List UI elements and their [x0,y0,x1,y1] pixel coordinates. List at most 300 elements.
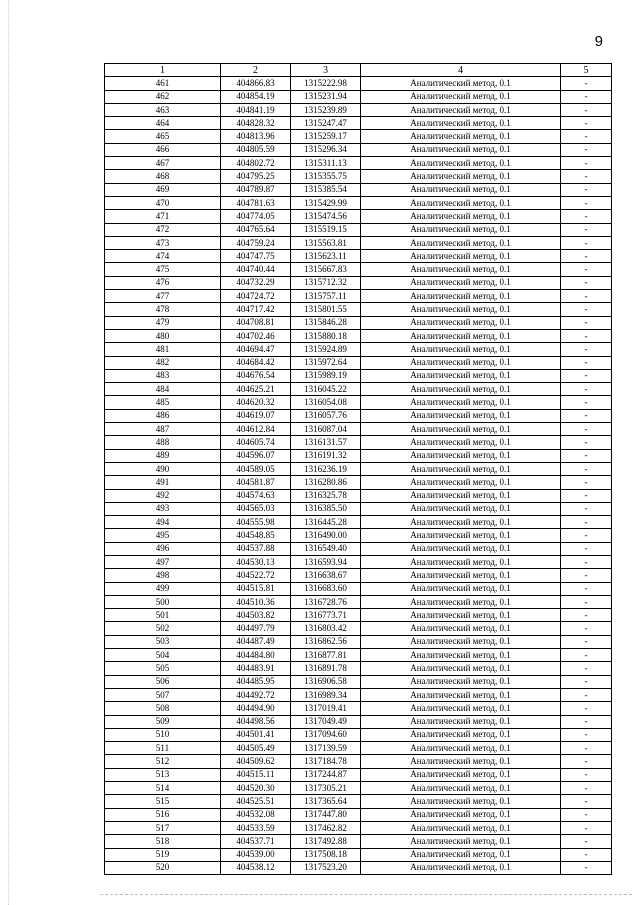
method-cell: Аналитический метод, 0.1 [361,210,561,223]
method-cell: Аналитический метод, 0.1 [361,290,561,303]
x-coordinate-cell: 404555.98 [221,516,291,529]
point-number-cell: 471 [105,210,221,223]
x-coordinate-cell: 404708.81 [221,316,291,329]
dash-cell: - [561,183,612,196]
point-number-cell: 476 [105,276,221,289]
point-number-cell: 513 [105,768,221,781]
dash-cell: - [561,795,612,808]
point-number-cell: 481 [105,343,221,356]
x-coordinate-cell: 404505.49 [221,742,291,755]
method-cell: Аналитический метод, 0.1 [361,476,561,489]
x-coordinate-cell: 404494.90 [221,702,291,715]
y-coordinate-cell: 1315667.83 [291,263,361,276]
x-coordinate-cell: 404485.95 [221,675,291,688]
dash-cell: - [561,210,612,223]
y-coordinate-cell: 1316045.22 [291,383,361,396]
y-coordinate-cell: 1316862.56 [291,635,361,648]
table-row [105,276,612,289]
point-number-cell: 507 [105,688,221,701]
point-number-cell: 487 [105,423,221,436]
y-coordinate-cell: 1315474.56 [291,210,361,223]
method-cell: Аналитический метод, 0.1 [361,808,561,821]
method-cell: Аналитический метод, 0.1 [361,555,561,568]
point-number-cell: 517 [105,821,221,834]
point-number-cell: 461 [105,77,221,90]
table-row [105,821,612,834]
point-number-cell: 498 [105,569,221,582]
table-row [105,649,612,662]
dash-cell: - [561,130,612,143]
y-coordinate-cell: 1316191.32 [291,449,361,462]
method-cell: Аналитический метод, 0.1 [361,369,561,382]
point-number-cell: 499 [105,582,221,595]
method-cell: Аналитический метод, 0.1 [361,196,561,209]
dash-cell: - [561,542,612,555]
x-coordinate-cell: 404619.07 [221,409,291,422]
method-cell: Аналитический метод, 0.1 [361,170,561,183]
table-row [105,196,612,209]
point-number-cell: 479 [105,316,221,329]
x-coordinate-cell: 404802.72 [221,157,291,170]
x-coordinate-cell: 404515.81 [221,582,291,595]
method-cell: Аналитический метод, 0.1 [361,635,561,648]
y-coordinate-cell: 1317139.59 [291,742,361,755]
point-number-cell: 492 [105,489,221,502]
x-coordinate-cell: 404509.62 [221,755,291,768]
table-row [105,250,612,263]
point-number-cell: 512 [105,755,221,768]
method-cell: Аналитический метод, 0.1 [361,609,561,622]
dash-cell: - [561,449,612,462]
x-coordinate-cell: 404520.30 [221,782,291,795]
table-row [105,489,612,502]
dash-cell: - [561,290,612,303]
x-coordinate-cell: 404537.71 [221,835,291,848]
dash-cell: - [561,821,612,834]
method-cell: Аналитический метод, 0.1 [361,449,561,462]
dash-cell: - [561,675,612,688]
method-cell: Аналитический метод, 0.1 [361,276,561,289]
table-row [105,157,612,170]
y-coordinate-cell: 1315880.18 [291,329,361,342]
y-coordinate-cell: 1315385.54 [291,183,361,196]
point-number-cell: 509 [105,715,221,728]
x-coordinate-cell: 404533.59 [221,821,291,834]
point-number-cell: 502 [105,622,221,635]
point-number-cell: 468 [105,170,221,183]
x-coordinate-cell: 404841.19 [221,103,291,116]
x-coordinate-cell: 404781.63 [221,196,291,209]
y-coordinate-cell: 1316803.42 [291,622,361,635]
table-row [105,476,612,489]
method-cell: Аналитический метод, 0.1 [361,409,561,422]
table-row [105,369,612,382]
y-coordinate-cell: 1315563.81 [291,236,361,249]
method-cell: Аналитический метод, 0.1 [361,702,561,715]
coordinates-table [104,63,612,875]
dash-cell: - [561,861,612,874]
dash-cell: - [561,117,612,130]
y-coordinate-cell: 1317365.64 [291,795,361,808]
table-row [105,808,612,821]
point-number-cell: 477 [105,290,221,303]
dash-cell: - [561,529,612,542]
method-cell: Аналитический метод, 0.1 [361,103,561,116]
dash-cell: - [561,622,612,635]
table-row [105,303,612,316]
point-number-cell: 480 [105,329,221,342]
dash-cell: - [561,329,612,342]
table-row [105,529,612,542]
dash-cell: - [561,582,612,595]
point-number-cell: 514 [105,782,221,795]
method-cell: Аналитический метод, 0.1 [361,157,561,170]
table-row [105,635,612,648]
method-cell: Аналитический метод, 0.1 [361,835,561,848]
x-coordinate-cell: 404492.72 [221,688,291,701]
y-coordinate-cell: 1317244.87 [291,768,361,781]
dash-cell: - [561,157,612,170]
x-coordinate-cell: 404503.82 [221,609,291,622]
table-row [105,542,612,555]
point-number-cell: 485 [105,396,221,409]
method-cell: Аналитический метод, 0.1 [361,436,561,449]
dash-cell: - [561,250,612,263]
dash-cell: - [561,223,612,236]
point-number-cell: 501 [105,609,221,622]
y-coordinate-cell: 1315355.75 [291,170,361,183]
method-cell: Аналитический метод, 0.1 [361,675,561,688]
method-cell: Аналитический метод, 0.1 [361,236,561,249]
point-number-cell: 497 [105,555,221,568]
table-row [105,835,612,848]
table-row [105,782,612,795]
table-row [105,502,612,515]
dash-cell: - [561,768,612,781]
y-coordinate-cell: 1316728.76 [291,595,361,608]
point-number-cell: 482 [105,356,221,369]
y-coordinate-cell: 1317184.78 [291,755,361,768]
table-header-row [105,64,612,77]
y-coordinate-cell: 1315623.11 [291,250,361,263]
table-row [105,728,612,741]
method-cell: Аналитический метод, 0.1 [361,462,561,475]
x-coordinate-cell: 404515.11 [221,768,291,781]
x-coordinate-cell: 404789.87 [221,183,291,196]
y-coordinate-cell: 1315311.13 [291,157,361,170]
table-row [105,263,612,276]
method-cell: Аналитический метод, 0.1 [361,582,561,595]
dash-cell: - [561,555,612,568]
table-row [105,768,612,781]
table-row [105,143,612,156]
x-coordinate-cell: 404774.05 [221,210,291,223]
point-number-cell: 472 [105,223,221,236]
y-coordinate-cell: 1316549.40 [291,542,361,555]
table-row [105,396,612,409]
table-row [105,662,612,675]
x-coordinate-cell: 404795.25 [221,170,291,183]
table-row [105,383,612,396]
dash-cell: - [561,436,612,449]
point-number-cell: 484 [105,383,221,396]
table-row [105,236,612,249]
x-coordinate-cell: 404548.85 [221,529,291,542]
dash-cell: - [561,383,612,396]
point-number-cell: 494 [105,516,221,529]
y-coordinate-cell: 1316087.04 [291,423,361,436]
point-number-cell: 510 [105,728,221,741]
y-coordinate-cell: 1315924.89 [291,343,361,356]
y-coordinate-cell: 1315712.32 [291,276,361,289]
table-row [105,516,612,529]
method-cell: Аналитический метод, 0.1 [361,502,561,515]
point-number-cell: 515 [105,795,221,808]
y-coordinate-cell: 1315296.34 [291,143,361,156]
x-coordinate-cell: 404625.21 [221,383,291,396]
y-coordinate-cell: 1316593.94 [291,555,361,568]
table-row [105,595,612,608]
table-row [105,130,612,143]
point-number-cell: 496 [105,542,221,555]
dash-cell: - [561,303,612,316]
x-coordinate-cell: 404501.41 [221,728,291,741]
table-row [105,755,612,768]
point-number-cell: 491 [105,476,221,489]
dash-cell: - [561,688,612,701]
dash-cell: - [561,196,612,209]
point-number-cell: 500 [105,595,221,608]
x-coordinate-cell: 404539.00 [221,848,291,861]
x-coordinate-cell: 404565.03 [221,502,291,515]
y-coordinate-cell: 1316773.71 [291,609,361,622]
table-row [105,569,612,582]
method-cell: Аналитический метод, 0.1 [361,782,561,795]
point-number-cell: 489 [105,449,221,462]
dash-cell: - [561,409,612,422]
method-cell: Аналитический метод, 0.1 [361,622,561,635]
table-row [105,117,612,130]
table-row [105,103,612,116]
x-coordinate-cell: 404530.13 [221,555,291,568]
x-coordinate-cell: 404605.74 [221,436,291,449]
x-coordinate-cell: 404589.05 [221,462,291,475]
dash-cell: - [561,662,612,675]
table-row [105,688,612,701]
x-coordinate-cell: 404732.29 [221,276,291,289]
dash-cell: - [561,77,612,90]
method-cell: Аналитический метод, 0.1 [361,649,561,662]
dash-cell: - [561,316,612,329]
header-col-4: 4 [361,64,561,77]
point-number-cell: 516 [105,808,221,821]
table-row [105,290,612,303]
x-coordinate-cell: 404596.07 [221,449,291,462]
method-cell: Аналитический метод, 0.1 [361,529,561,542]
header-col-5: 5 [561,64,612,77]
table-row [105,609,612,622]
point-number-cell: 466 [105,143,221,156]
method-cell: Аналитический метод, 0.1 [361,423,561,436]
x-coordinate-cell: 404532.08 [221,808,291,821]
point-number-cell: 504 [105,649,221,662]
table-body [105,77,612,875]
y-coordinate-cell: 1315429.99 [291,196,361,209]
point-number-cell: 506 [105,675,221,688]
y-coordinate-cell: 1316683.60 [291,582,361,595]
y-coordinate-cell: 1316325.78 [291,489,361,502]
header-col-1: 1 [105,64,221,77]
method-cell: Аналитический метод, 0.1 [361,117,561,130]
x-coordinate-cell: 404612.84 [221,423,291,436]
table-row [105,742,612,755]
y-coordinate-cell: 1317094.60 [291,728,361,741]
y-coordinate-cell: 1316906.58 [291,675,361,688]
x-coordinate-cell: 404740.44 [221,263,291,276]
point-number-cell: 495 [105,529,221,542]
table-row [105,675,612,688]
table-row [105,622,612,635]
table-row [105,343,612,356]
dash-cell: - [561,782,612,795]
dash-cell: - [561,343,612,356]
y-coordinate-cell: 1315239.89 [291,103,361,116]
dash-cell: - [561,263,612,276]
point-number-cell: 470 [105,196,221,209]
table-row [105,462,612,475]
x-coordinate-cell: 404581.87 [221,476,291,489]
x-coordinate-cell: 404702.46 [221,329,291,342]
point-number-cell: 464 [105,117,221,130]
y-coordinate-cell: 1315247.47 [291,117,361,130]
method-cell: Аналитический метод, 0.1 [361,263,561,276]
y-coordinate-cell: 1316054.08 [291,396,361,409]
method-cell: Аналитический метод, 0.1 [361,223,561,236]
y-coordinate-cell: 1316877.81 [291,649,361,662]
y-coordinate-cell: 1316989.34 [291,688,361,701]
method-cell: Аналитический метод, 0.1 [361,768,561,781]
y-coordinate-cell: 1317019.41 [291,702,361,715]
method-cell: Аналитический метод, 0.1 [361,250,561,263]
method-cell: Аналитический метод, 0.1 [361,130,561,143]
method-cell: Аналитический метод, 0.1 [361,848,561,861]
x-coordinate-cell: 404620.32 [221,396,291,409]
dash-cell: - [561,170,612,183]
page-number: 9 [594,33,603,50]
x-coordinate-cell: 404694.47 [221,343,291,356]
method-cell: Аналитический метод, 0.1 [361,715,561,728]
dash-cell: - [561,423,612,436]
table-row [105,449,612,462]
point-number-cell: 519 [105,848,221,861]
y-coordinate-cell: 1316638.67 [291,569,361,582]
point-number-cell: 490 [105,462,221,475]
point-number-cell: 503 [105,635,221,648]
dash-cell: - [561,848,612,861]
x-coordinate-cell: 404747.75 [221,250,291,263]
point-number-cell: 478 [105,303,221,316]
table-row [105,90,612,103]
table-row [105,861,612,874]
method-cell: Аналитический метод, 0.1 [361,795,561,808]
dash-cell: - [561,462,612,475]
point-number-cell: 483 [105,369,221,382]
margin-line [8,0,9,905]
y-coordinate-cell: 1316385.50 [291,502,361,515]
dash-cell: - [561,236,612,249]
dash-cell: - [561,635,612,648]
x-coordinate-cell: 404724.72 [221,290,291,303]
dash-cell: - [561,396,612,409]
point-number-cell: 493 [105,502,221,515]
x-coordinate-cell: 404684.42 [221,356,291,369]
method-cell: Аналитический метод, 0.1 [361,77,561,90]
y-coordinate-cell: 1315519.15 [291,223,361,236]
dash-cell: - [561,369,612,382]
table-row [105,329,612,342]
header-col-2: 2 [221,64,291,77]
table-row [105,183,612,196]
y-coordinate-cell: 1316131.57 [291,436,361,449]
dash-cell: - [561,103,612,116]
dash-cell: - [561,476,612,489]
method-cell: Аналитический метод, 0.1 [361,542,561,555]
x-coordinate-cell: 404538.12 [221,861,291,874]
x-coordinate-cell: 404483.91 [221,662,291,675]
point-number-cell: 469 [105,183,221,196]
method-cell: Аналитический метод, 0.1 [361,396,561,409]
x-coordinate-cell: 404866.83 [221,77,291,90]
y-coordinate-cell: 1315259.17 [291,130,361,143]
table-row [105,77,612,90]
point-number-cell: 465 [105,130,221,143]
method-cell: Аналитический метод, 0.1 [361,316,561,329]
x-coordinate-cell: 404765.64 [221,223,291,236]
y-coordinate-cell: 1317305.21 [291,782,361,795]
table-row [105,715,612,728]
point-number-cell: 486 [105,409,221,422]
dash-cell: - [561,649,612,662]
dash-cell: - [561,595,612,608]
dash-cell: - [561,702,612,715]
x-coordinate-cell: 404487.49 [221,635,291,648]
y-coordinate-cell: 1317492.88 [291,835,361,848]
x-coordinate-cell: 404813.96 [221,130,291,143]
x-coordinate-cell: 404676.54 [221,369,291,382]
x-coordinate-cell: 404497.79 [221,622,291,635]
dash-cell: - [561,609,612,622]
point-number-cell: 462 [105,90,221,103]
x-coordinate-cell: 404828.32 [221,117,291,130]
table-row [105,210,612,223]
table-row [105,409,612,422]
x-coordinate-cell: 404498.56 [221,715,291,728]
point-number-cell: 488 [105,436,221,449]
y-coordinate-cell: 1315757.11 [291,290,361,303]
table-row [105,356,612,369]
dash-cell: - [561,728,612,741]
y-coordinate-cell: 1316891.78 [291,662,361,675]
point-number-cell: 467 [105,157,221,170]
point-number-cell: 520 [105,861,221,874]
method-cell: Аналитический метод, 0.1 [361,821,561,834]
x-coordinate-cell: 404805.59 [221,143,291,156]
point-number-cell: 508 [105,702,221,715]
point-number-cell: 475 [105,263,221,276]
method-cell: Аналитический метод, 0.1 [361,356,561,369]
x-coordinate-cell: 404510.36 [221,595,291,608]
x-coordinate-cell: 404854.19 [221,90,291,103]
